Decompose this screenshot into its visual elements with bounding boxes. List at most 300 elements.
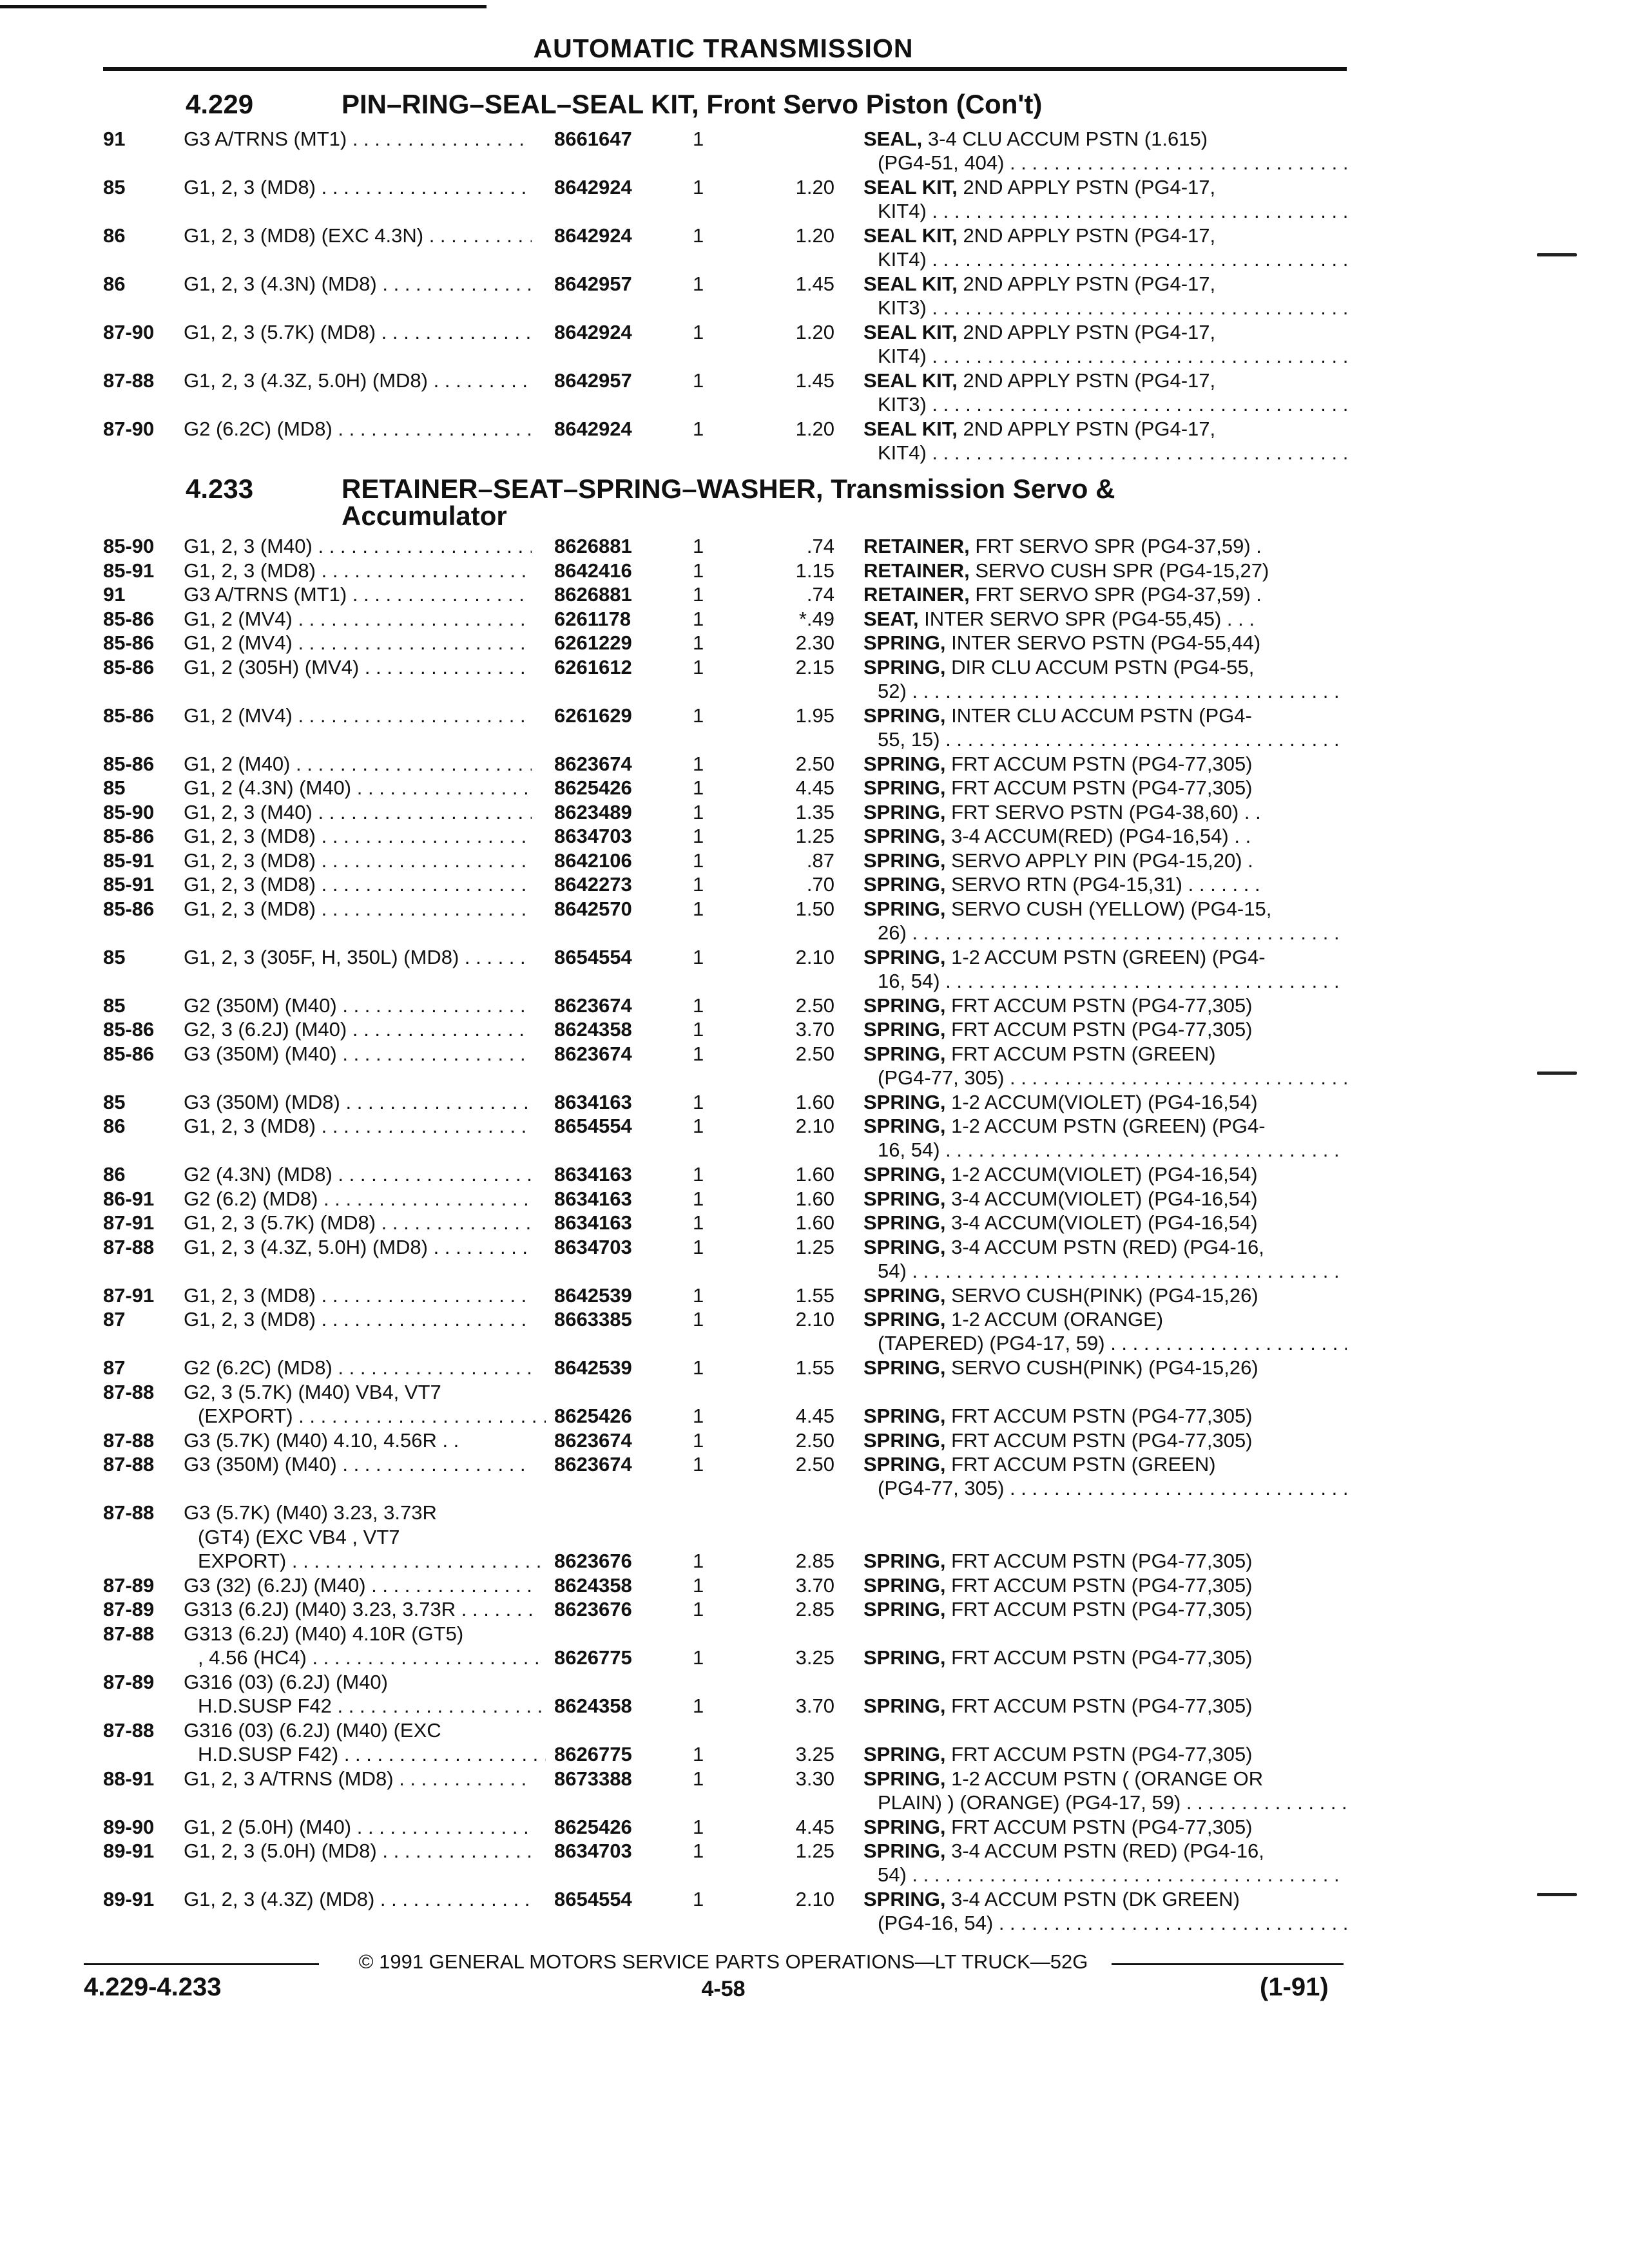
price: 1.45 [795, 273, 834, 295]
part-name: SPRING, [863, 776, 946, 799]
description-text: FRT ACCUM PSTN (PG4-77,305) [945, 1405, 1253, 1427]
application-line: G1, 2 (MV4) . . . [184, 631, 532, 655]
price: 2.10 [795, 945, 834, 968]
model-years: 85-91 [103, 849, 155, 872]
quantity: 1 [693, 1187, 704, 1210]
part-number: 8623676 [554, 1550, 632, 1572]
description [863, 1887, 1347, 1935]
quantity: 1 [693, 1453, 704, 1475]
part-number: 8663385 [554, 1308, 632, 1331]
top-border-line [0, 5, 487, 8]
part-number: 8634163 [554, 1187, 632, 1210]
description [863, 704, 1347, 751]
description [863, 824, 1347, 848]
footer-copyright: © 1991 GENERAL MOTORS SERVICE PARTS OPERATIONS—LT TRUCK—52G [358, 1950, 1088, 1973]
description [863, 776, 1347, 800]
description-line [863, 704, 1347, 727]
part-name: SPRING, [863, 655, 946, 678]
quantity: 1 [693, 1598, 704, 1620]
price: 2.50 [795, 752, 834, 775]
description-text: SERVO RTN (PG4-15,31) . . . . . . . [945, 873, 1260, 896]
model-years: 91 [103, 128, 126, 150]
description-line [863, 1211, 1347, 1235]
description [863, 1017, 1347, 1041]
part-name: SPRING, [863, 1573, 946, 1597]
price: 1.25 [795, 825, 834, 847]
description-line [863, 1476, 1347, 1500]
model-years: 85-91 [103, 873, 155, 896]
footer-revision: (1-91) [1260, 1973, 1329, 2001]
model-years: 85-86 [103, 752, 155, 775]
quantity: 1 [693, 1042, 704, 1065]
part-number: 8642924 [554, 176, 632, 198]
application-line: G1, 2, 3 (M40) . . . [184, 800, 532, 824]
description [863, 582, 1347, 606]
model-years: 85 [103, 945, 126, 968]
quantity: 1 [693, 224, 704, 247]
description [863, 1211, 1347, 1235]
description-line [863, 1549, 1347, 1573]
model-years: 88-91 [103, 1767, 155, 1790]
part-name: SPRING, [863, 1695, 946, 1717]
description-text: (PG4-16, 54) . . . [878, 1912, 1347, 1934]
part-name: SPRING, [863, 1211, 946, 1234]
description-line [863, 849, 1347, 872]
description-text: 26) . . . [878, 921, 1347, 944]
application-line: H.D.SUSP F42 . . . [184, 1694, 546, 1718]
model-years: 89-91 [103, 1840, 155, 1862]
part-number: 8642924 [554, 224, 632, 247]
description [863, 1597, 1347, 1621]
description-line [863, 1839, 1347, 1863]
model-years: 87-90 [103, 321, 155, 343]
part-number: 8634163 [554, 1090, 632, 1113]
description-line [863, 1767, 1347, 1791]
quantity: 1 [693, 1018, 704, 1041]
description-line [863, 296, 1347, 320]
description-text: FRT ACCUM PSTN (PG4-77,305) [945, 1428, 1253, 1452]
application-line: G1, 2 (4.3N) (M40) . . . [184, 776, 532, 800]
description-line [863, 1646, 1347, 1669]
price: 1.95 [795, 704, 834, 727]
description-line [863, 1259, 1347, 1283]
description-text: 54) . . . [878, 1260, 1347, 1282]
description-line [863, 969, 1347, 993]
part-name: SPRING, [863, 849, 946, 872]
description-line [863, 1815, 1347, 1839]
part-name: SPRING, [863, 1888, 946, 1910]
application-line: G1, 2 (305H) (MV4) . . . [184, 655, 532, 679]
quantity: 1 [693, 776, 704, 799]
quantity: 1 [693, 1550, 704, 1572]
description [863, 655, 1347, 703]
part-name: SEAL KIT, [863, 224, 958, 247]
part-name: SPRING, [863, 1743, 946, 1765]
page-header-title: AUTOMATIC TRANSMISSION [533, 34, 914, 63]
description-text: 2ND APPLY PSTN (PG4-17, [957, 176, 1216, 198]
quantity: 1 [693, 1695, 704, 1717]
description-text: 54) . . . [878, 1863, 1347, 1886]
price: 2.10 [795, 1888, 834, 1910]
part-number: 8634163 [554, 1163, 632, 1186]
model-years: 85-90 [103, 800, 155, 823]
application-line: EXPORT) . . . [184, 1549, 546, 1573]
description-line [863, 776, 1347, 800]
description-text: FRT ACCUM PSTN (PG4-77,305) [945, 1573, 1253, 1597]
description [863, 1815, 1347, 1839]
part-number: 6261229 [554, 631, 632, 654]
quantity: 1 [693, 800, 704, 823]
part-name: SPRING, [863, 1405, 946, 1427]
description-text: 3-4 ACCUM(VIOLET) (PG4-16,54) [945, 1211, 1258, 1234]
margin-mark [1537, 253, 1577, 256]
application-line: G3 (350M) (M40) . . . [184, 1452, 532, 1476]
quantity: 1 [693, 1646, 704, 1669]
quantity: 1 [693, 1815, 704, 1838]
description-line [863, 1283, 1347, 1307]
part-number: 6261612 [554, 655, 632, 678]
price: 1.60 [795, 1090, 834, 1113]
model-years: 87-89 [103, 1598, 155, 1620]
description [863, 872, 1347, 896]
description-text: (TAPERED) (PG4-17, 59) . . . [878, 1332, 1347, 1354]
part-number: 8623674 [554, 1453, 632, 1475]
description-text: KIT3) . . . [878, 296, 1347, 319]
quantity: 1 [693, 1308, 704, 1331]
application-line: G1, 2, 3 (MD8) . . . [184, 559, 532, 582]
part-number: 8634703 [554, 1840, 632, 1862]
model-years: 86 [103, 1115, 126, 1137]
application-line: G3 (32) (6.2J) (M40) . . . [184, 1573, 532, 1597]
quantity: 1 [693, 704, 704, 727]
model-years: 87-89 [103, 1670, 155, 1693]
application-line: G1, 2 (MV4) . . . [184, 704, 532, 727]
part-number: 8642570 [554, 897, 632, 920]
price: 2.30 [795, 631, 834, 654]
application-line: G1, 2, 3 (MD8) . . . [184, 824, 532, 848]
footer-section-range: 4.229-4.233 [84, 1973, 222, 2001]
description-text: 2ND APPLY PSTN (PG4-17, [957, 224, 1216, 247]
description-text: FRT ACCUM PSTN (PG4-77,305) [945, 1598, 1253, 1620]
description-text: FRT ACCUM PSTN (PG4-77,305) [945, 1646, 1253, 1669]
description-text: 1-2 ACCUM PSTN (GREEN) (PG4- [945, 945, 1266, 968]
price: 1.20 [795, 418, 834, 440]
application-line: G1, 2, 3 (M40) . . . [184, 534, 532, 558]
quantity: 1 [693, 1428, 704, 1452]
quantity: 1 [693, 1283, 704, 1307]
description [863, 320, 1347, 368]
application-line: G3 (5.7K) (M40) 4.10, 4.56R . . [184, 1428, 459, 1452]
part-name: RETAINER, [863, 583, 970, 606]
description-text: FRT ACCUM PSTN (PG4-77,305) [945, 776, 1253, 799]
part-name: SPRING, [863, 1042, 946, 1065]
description-text: 2ND APPLY PSTN (PG4-17, [957, 369, 1216, 392]
description-line [863, 921, 1347, 945]
description-text: DIR CLU ACCUM PSTN (PG4-55, [945, 655, 1255, 678]
price: 3.30 [795, 1767, 834, 1790]
quantity: 1 [693, 655, 704, 678]
description-line [863, 1573, 1347, 1597]
description [863, 1549, 1347, 1573]
application-line: G1, 2, 3 (MD8) (EXC 4.3N) . . . [184, 224, 532, 247]
description-line [863, 1331, 1347, 1355]
model-years: 85-86 [103, 1042, 155, 1065]
description-text: FRT ACCUM PSTN (PG4-77,305) [945, 1695, 1253, 1717]
price: 1.60 [795, 1163, 834, 1186]
model-years: 85-86 [103, 825, 155, 847]
description-text: FRT ACCUM PSTN (PG4-77,305) [945, 1550, 1253, 1572]
quantity: 1 [693, 1767, 704, 1790]
description-line [863, 1138, 1347, 1162]
quantity: 1 [693, 273, 704, 295]
description-text: FRT ACCUM PSTN (PG4-77,305) [945, 1018, 1253, 1041]
quantity: 1 [693, 176, 704, 198]
description-line [863, 127, 1347, 151]
margin-mark [1537, 1072, 1577, 1075]
part-name: SPRING, [863, 1767, 946, 1790]
description-text: FRT ACCUM PSTN (PG4-77,305) [945, 1743, 1253, 1765]
quantity: 1 [693, 128, 704, 150]
part-name: SEAL KIT, [863, 418, 958, 440]
description-line [863, 1017, 1347, 1041]
description-line [863, 1187, 1347, 1211]
application-line: G1, 2, 3 (5.7K) (MD8) . . . [184, 1211, 532, 1235]
description-line [863, 247, 1347, 271]
description-line [863, 417, 1347, 441]
description-text: FRT ACCUM PSTN (PG4-77,305) [945, 994, 1253, 1017]
part-name: SEAL KIT, [863, 273, 958, 295]
part-name: SPRING, [863, 1428, 946, 1452]
application-line: G1, 2, 3 (MD8) . . . [184, 1283, 532, 1307]
description [863, 272, 1347, 320]
part-name: SEAL KIT, [863, 369, 958, 392]
price: 2.50 [795, 1453, 834, 1475]
description-text: 55, 15) . . . [878, 728, 1347, 751]
part-number: 8624358 [554, 1573, 632, 1597]
description [863, 849, 1347, 872]
application-line: G2 (6.2C) (MD8) . . . [184, 1356, 532, 1379]
model-years: 85 [103, 994, 126, 1017]
description-text: FRT ACCUM PSTN (PG4-77,305) [945, 1815, 1253, 1838]
part-number: 8623674 [554, 1428, 632, 1452]
application-line: G1, 2 (MV4) . . . [184, 607, 532, 631]
application-line: G2 (6.2C) (MD8) . . . [184, 417, 532, 441]
model-years: 85-91 [103, 559, 155, 582]
quantity: 1 [693, 418, 704, 440]
price: *.49 [798, 607, 834, 630]
application-line: G313 (6.2J) (M40) 4.10R (GT5) [184, 1622, 464, 1645]
model-years: 87-88 [103, 1622, 155, 1645]
part-number: 8642273 [554, 873, 632, 896]
description [863, 175, 1347, 223]
part-name: SPRING, [863, 1550, 946, 1572]
application-line: G1, 2, 3 (MD8) . . . [184, 872, 532, 896]
price: 2.50 [795, 994, 834, 1017]
description-text: 1-2 ACCUM(VIOLET) (PG4-16,54) [945, 1090, 1258, 1113]
quantity: 1 [693, 945, 704, 968]
description [863, 1114, 1347, 1162]
description-text: 3-4 ACCUM PSTN (RED) (PG4-16, [945, 1235, 1264, 1258]
part-number: 8661647 [554, 128, 632, 150]
description-line [863, 679, 1347, 703]
part-number: 8642539 [554, 1283, 632, 1307]
description-text: 16, 54) . . . [878, 970, 1347, 992]
model-years: 89-90 [103, 1815, 155, 1838]
model-years: 87 [103, 1308, 126, 1331]
description-line [863, 441, 1347, 465]
price: 2.50 [795, 1428, 834, 1452]
application-line: G3 (5.7K) (M40) 3.23, 3.73R [184, 1501, 437, 1524]
price: 1.20 [795, 176, 834, 198]
description [863, 1573, 1347, 1597]
description-text: FRT SERVO SPR (PG4-37,59) . [969, 583, 1262, 606]
part-name: SEAT, [863, 607, 919, 630]
application-line: G1, 2, 3 (MD8) . . . [184, 897, 532, 921]
description-text: SERVO CUSH SPR (PG4-15,27) [969, 559, 1269, 582]
model-years: 87-88 [103, 1380, 155, 1403]
price: 4.45 [795, 776, 834, 799]
description-text: 52) . . . [878, 680, 1347, 702]
section-name: PIN–RING–SEAL–SEAL KIT, Front Servo Piston (Con't) [342, 89, 1043, 119]
quantity: 1 [693, 897, 704, 920]
quantity: 1 [693, 583, 704, 606]
part-number: 8623674 [554, 752, 632, 775]
part-number: 8626881 [554, 583, 632, 606]
description-line [863, 151, 1347, 175]
description-text: INTER SERVO PSTN (PG4-55,44) [945, 631, 1261, 654]
description-line [863, 1911, 1347, 1935]
description-text: FRT ACCUM PSTN (PG4-77,305) [945, 752, 1253, 775]
part-name: SPRING, [863, 1453, 946, 1475]
description-text: SERVO CUSH (YELLOW) (PG4-15, [945, 897, 1272, 920]
part-number: 8654554 [554, 1115, 632, 1137]
description [863, 1428, 1347, 1452]
part-number: 8624358 [554, 1018, 632, 1041]
description-line [863, 224, 1347, 247]
part-name: RETAINER, [863, 535, 970, 557]
part-name: SPRING, [863, 1235, 946, 1258]
description [863, 1283, 1347, 1307]
description [863, 1404, 1347, 1428]
application-line: G2, 3 (5.7K) (M40) VB4, VT7 [184, 1380, 441, 1403]
description-text: 1-2 ACCUM (ORANGE) [945, 1308, 1164, 1331]
description-text: INTER CLU ACCUM PSTN (PG4- [945, 704, 1252, 727]
description-line [863, 631, 1347, 655]
part-number: 8673388 [554, 1767, 632, 1790]
description-text: 2ND APPLY PSTN (PG4-17, [957, 418, 1216, 440]
part-name: SPRING, [863, 945, 946, 968]
quantity: 1 [693, 321, 704, 343]
description-text: SERVO APPLY PIN (PG4-15,20) . [945, 849, 1253, 872]
quantity: 1 [693, 631, 704, 654]
price: 2.10 [795, 1308, 834, 1331]
margin-mark [1537, 1893, 1577, 1896]
part-name: SPRING, [863, 1815, 946, 1838]
part-name: SPRING, [863, 1356, 946, 1379]
description [863, 631, 1347, 655]
application-line: G313 (6.2J) (M40) 3.23, 3.73R . . . [184, 1597, 532, 1621]
part-number: 8634703 [554, 825, 632, 847]
price: .70 [806, 873, 834, 896]
price: .74 [806, 583, 834, 606]
model-years: 86 [103, 1163, 126, 1186]
section-number: 4.233 [186, 474, 254, 504]
part-name: SEAL KIT, [863, 321, 958, 343]
quantity: 1 [693, 1235, 704, 1258]
price: 3.25 [795, 1743, 834, 1765]
quantity: 1 [693, 752, 704, 775]
description-text: FRT ACCUM PSTN (GREEN) [945, 1453, 1216, 1475]
application-line: G1, 2, 3 (305F, H, 350L) (MD8) . . . [184, 945, 532, 969]
description-text: SERVO CUSH(PINK) (PG4-15,26) [945, 1283, 1258, 1307]
part-name: SPRING, [863, 1018, 946, 1041]
price: 1.55 [795, 1283, 834, 1307]
price: 3.70 [795, 1695, 834, 1717]
description [863, 417, 1347, 465]
application-line: G1, 2, 3 (MD8) . . . [184, 175, 532, 199]
description [863, 1452, 1347, 1500]
description [863, 994, 1347, 1017]
description [863, 1356, 1347, 1379]
description [863, 127, 1347, 175]
model-years: 85-86 [103, 607, 155, 630]
part-number: 8634163 [554, 1211, 632, 1234]
part-number: 8623489 [554, 800, 632, 823]
part-number: 8626881 [554, 535, 632, 557]
application-line: G316 (03) (6.2J) (M40) [184, 1670, 388, 1693]
price: 1.45 [795, 369, 834, 392]
part-number: 8642957 [554, 369, 632, 392]
description-text: KIT4) . . . [878, 200, 1347, 222]
description-line [863, 872, 1347, 896]
description-line [863, 752, 1347, 776]
quantity: 1 [693, 1840, 704, 1862]
description-line [863, 607, 1347, 631]
part-number: 6261178 [554, 607, 631, 630]
part-number: 8625426 [554, 776, 632, 799]
description-line [863, 897, 1347, 921]
model-years: 86-91 [103, 1187, 155, 1210]
part-name: SPRING, [863, 800, 946, 823]
section-name-continued: Accumulator [342, 501, 507, 531]
model-years: 87-88 [103, 369, 155, 392]
quantity: 1 [693, 369, 704, 392]
model-years: 86 [103, 224, 126, 247]
part-number: 8654554 [554, 945, 632, 968]
quantity: 1 [693, 1356, 704, 1379]
description-line [863, 1791, 1347, 1814]
quantity: 1 [693, 825, 704, 847]
application-line: G1, 2, 3 (4.3Z) (MD8) . . . [184, 1887, 532, 1911]
price: 2.15 [795, 655, 834, 678]
quantity: 1 [693, 1211, 704, 1234]
description-line [863, 1452, 1347, 1476]
description-line [863, 1428, 1347, 1452]
price: 1.20 [795, 321, 834, 343]
price: 1.20 [795, 224, 834, 247]
quantity: 1 [693, 607, 704, 630]
part-name: SPRING, [863, 1090, 946, 1113]
description-text: 16, 54) . . . [878, 1139, 1347, 1161]
application-line: G1, 2, 3 A/TRNS (MD8) . . . [184, 1767, 532, 1791]
part-number: 8642924 [554, 418, 632, 440]
application-line: G1, 2 (M40) . . . [184, 752, 532, 776]
price: 3.70 [795, 1573, 834, 1597]
part-number: 8654554 [554, 1888, 632, 1910]
description-text: 2ND APPLY PSTN (PG4-17, [957, 273, 1216, 295]
model-years: 87-91 [103, 1283, 155, 1307]
quantity: 1 [693, 1090, 704, 1113]
